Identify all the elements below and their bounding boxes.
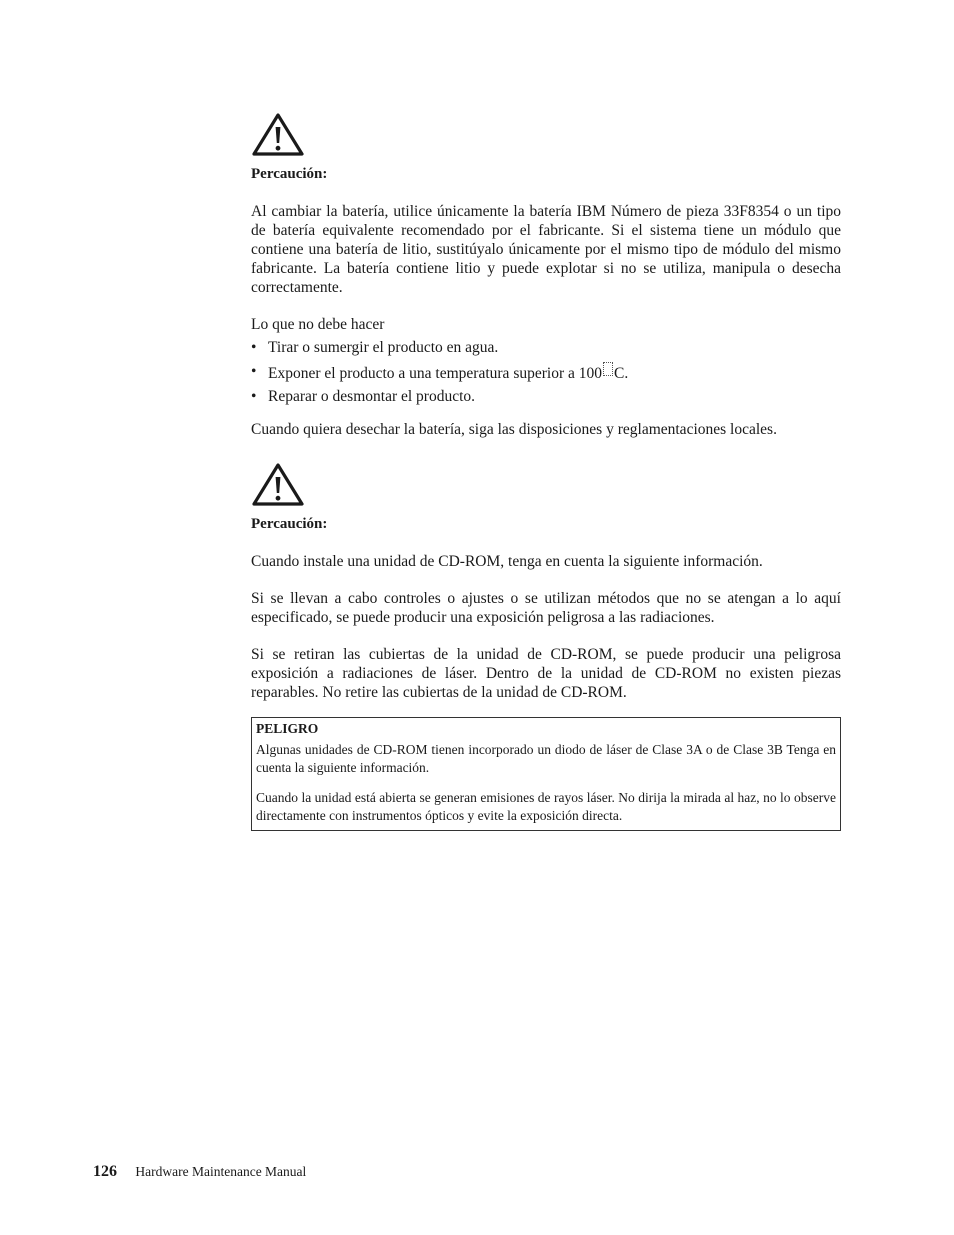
list-item <box>251 387 841 406</box>
danger-title: PELIGRO <box>256 721 319 736</box>
disposal-paragraph: Cuando quiera desechar la batería, siga las disposiciones y reglamentaciones locales. <box>251 421 777 438</box>
caution-label: Percaución: <box>251 166 328 182</box>
list-item-text-suffix: C. <box>613 364 629 382</box>
warning-triangle-icon <box>251 462 305 508</box>
dont-list <box>251 338 841 406</box>
caution-label: Percaución: <box>251 516 328 532</box>
battery-paragraph: Al cambiar la batería, utilice únicamente la batería IBM Número de pieza 33F8354 o un tipo de batería equivalente recomendado por el fabricante. Si el sistema tiene un módulo que contiene una batería de litio, sustitúyalo únicamente por el mismo tipo de módulo del mismo fabricante. La batería contiene litio y puede explotar si no se utiliza, manipula o desecha correctamente. <box>251 203 841 296</box>
page-footer <box>93 1163 306 1181</box>
bullet: • <box>251 362 257 380</box>
list-item-text: Reparar o desmontar el producto. <box>268 388 476 405</box>
list-item-text: Tirar o sumergir el producto en agua. <box>268 339 499 356</box>
cdrom-intro-paragraph: Cuando instale una unidad de CD-ROM, tenga en cuenta la siguiente información. <box>251 553 763 570</box>
manual-title: Hardware Maintenance Manual <box>135 1164 307 1179</box>
danger-paragraph: Cuando la unidad está abierta se generan emisiones de rayos láser. No dirija la mirada al haz, no lo observe directamente con instrumentos ópticos y evite la exposición directa. <box>256 790 836 823</box>
list-intro: Lo que no debe hacer <box>251 316 385 333</box>
cdrom-adjust-paragraph: Si se llevan a cabo controles o ajustes o se utilizan métodos que no se atengan a lo aquí especificado, se puede producir una exposición peligrosa a las radiaciones. <box>251 590 841 626</box>
bullet: • <box>251 339 257 356</box>
list-item <box>251 362 841 383</box>
warning-triangle-icon <box>251 112 305 158</box>
danger-paragraph: Algunas unidades de CD-ROM tienen incorporado un diodo de láser de Clase 3A o de Clase 3B Tenga en cuenta la siguiente información. <box>256 742 836 775</box>
list-item <box>251 338 841 357</box>
list-item-text: Exponer el producto a una temperatura superior a 100 <box>268 364 602 382</box>
cdrom-covers-paragraph: Si se retiran las cubiertas de la unidad de CD-ROM, se puede producir una peligrosa exposición a radiaciones de láser. Dentro de la unidad de CD-ROM no existen piezas reparables. No retire las cubiertas de la unidad de CD-ROM. <box>251 646 841 701</box>
page-number: 126 <box>93 1163 117 1180</box>
degree-placeholder-icon <box>603 362 613 376</box>
bullet: • <box>251 388 257 405</box>
danger-notice-box <box>251 717 841 831</box>
page-content <box>251 112 841 831</box>
